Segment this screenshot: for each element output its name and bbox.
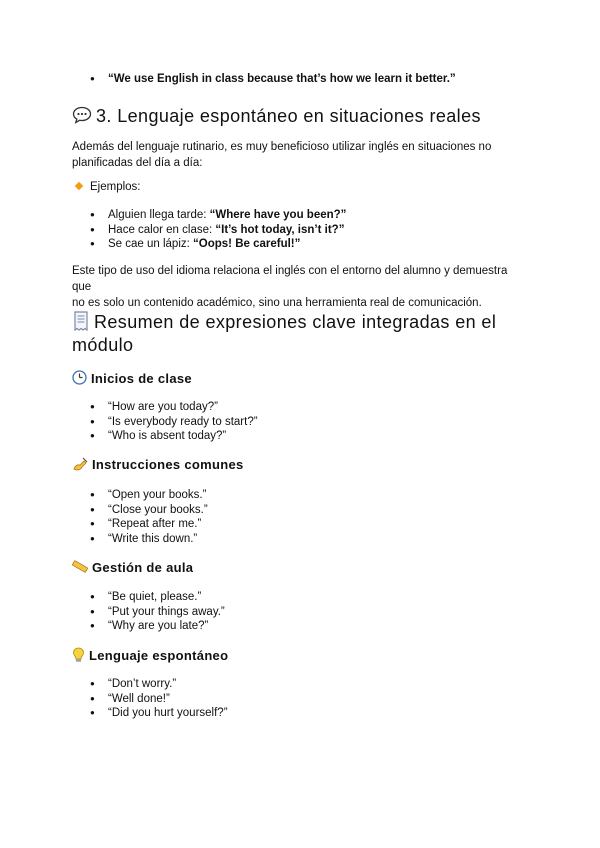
examples-list bbox=[0, 208, 346, 252]
writing-hand-icon bbox=[72, 456, 88, 475]
list-item: ● “Well done!” bbox=[72, 692, 228, 707]
list-item: ● “Write this down.” bbox=[72, 532, 208, 547]
list-item: ● Hace calor en clase: “It’s hot today, isn’t it?” bbox=[72, 223, 346, 238]
list-item: ● Alguien llega tarde: “Where have you been?” bbox=[72, 208, 346, 223]
section3-outro: Este tipo de uso del idioma relaciona el inglés con el entorno del alumno y demuestra que no es solo un contenido académico, sino una herramienta real de comunicación. bbox=[72, 265, 508, 309]
group-heading-inicios: Inicios de clase bbox=[72, 370, 192, 389]
list-item: ● “Don’t worry.” bbox=[72, 677, 228, 692]
receipt-icon bbox=[72, 311, 90, 335]
list-item: ● “We use English in class because that’s how we learn it better.” bbox=[72, 72, 456, 87]
list-item: ● “Put your things away.” bbox=[72, 605, 225, 620]
summary-heading-continued: módulo bbox=[72, 335, 134, 355]
list-item: ● “Did you hurt yourself?” bbox=[72, 706, 228, 721]
list-item: ● Se cae un lápiz: “Oops! Be careful!” bbox=[72, 237, 346, 252]
list-item: ● “Open your books.” bbox=[72, 488, 208, 503]
clock-icon bbox=[72, 370, 87, 389]
list-item: ● “Why are you late?” bbox=[72, 619, 225, 634]
ruler-icon bbox=[72, 559, 88, 578]
group-heading-gestion: Gestión de aula bbox=[72, 559, 193, 578]
group-list-instrucciones bbox=[0, 488, 208, 546]
group-heading-espontaneo: Lenguaje espontáneo bbox=[72, 647, 228, 666]
list-item: ● “Repeat after me.” bbox=[72, 517, 208, 532]
list-item: ● “Be quiet, please.” bbox=[72, 590, 225, 605]
list-item: ● “Who is absent today?” bbox=[72, 429, 258, 444]
group-list-espontaneo bbox=[0, 677, 228, 721]
summary-heading: Resumen de expresiones clave integradas en el bbox=[72, 310, 496, 335]
section3-heading: 3. Lenguaje espontáneo en situaciones reales bbox=[72, 104, 481, 129]
orange-diamond-icon bbox=[75, 182, 83, 190]
list-item: ● “How are you today?” bbox=[72, 400, 258, 415]
light-bulb-icon bbox=[72, 647, 85, 666]
list-item: ● “Is everybody ready to start?” bbox=[72, 415, 258, 430]
top-list bbox=[0, 72, 456, 87]
group-heading-instrucciones: Instrucciones comunes bbox=[72, 456, 244, 475]
group-list-gestion bbox=[0, 590, 225, 634]
group-list-inicios bbox=[0, 400, 258, 444]
speech-bubble-icon bbox=[72, 105, 92, 129]
section3-intro: Además del lenguaje rutinario, es muy beneficioso utilizar inglés en situaciones no planificadas del día a día: bbox=[72, 141, 492, 169]
list-item: ● “Close your books.” bbox=[72, 503, 208, 518]
examples-label: Ejemplos: bbox=[72, 179, 141, 195]
